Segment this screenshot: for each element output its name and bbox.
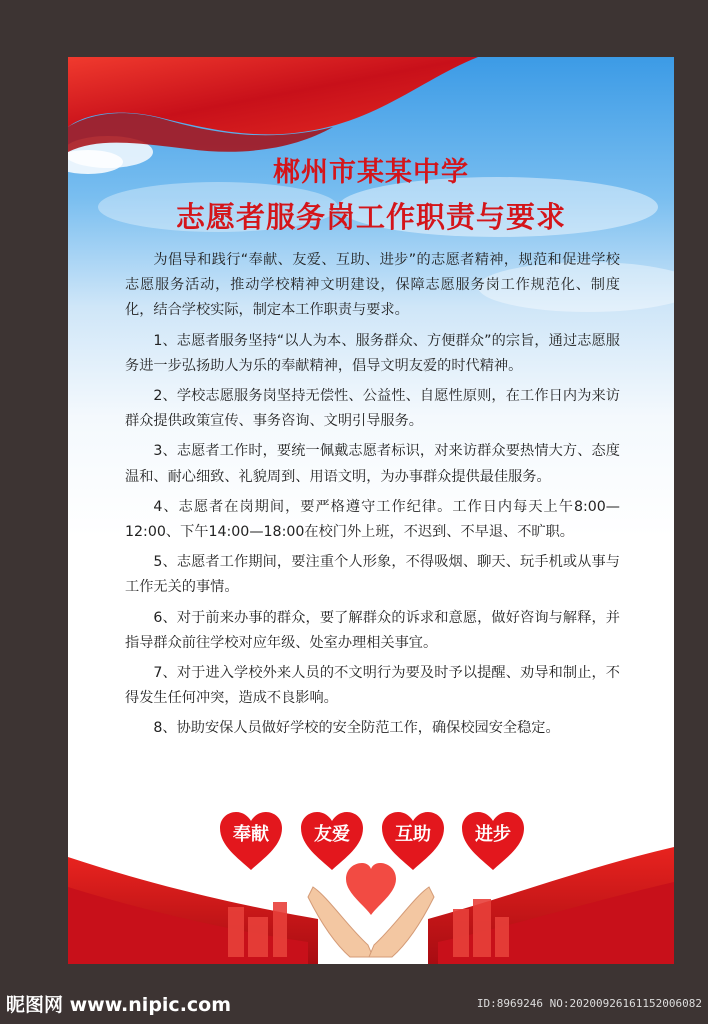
duty-item: 4、志愿者在岗期间，要严格遵守工作纪律。工作日内每天上午8:00—12:00、下午14:00—18:00在校门外上班，不迟到、不早退、不旷职。	[125, 498, 620, 541]
school-name: 郴州市某某中学	[273, 157, 469, 188]
duty-item: 8、协助安保人员做好学校的安全防范工作，确保校园安全稳定。	[153, 720, 560, 737]
poster	[68, 57, 674, 964]
duty-item: 2、学校志愿服务岗坚持无偿性、公益性、自愿性原则，在工作日内为来访群众提供政策宣传、事务咨询、文明引导服务。	[125, 388, 620, 430]
duty-item: 7、对于进入学校外来人员的不文明行为要及时予以提醒、劝导和制止，不得发生任何冲突，造成不良影响。	[125, 665, 620, 707]
duty-item: 1、志愿者服务坚持“以人为本、服务群众、方便群众”的宗旨，通过志愿服务进一步弘扬助人为乐的奉献精神，倡导文明友爱的时代精神。	[125, 332, 620, 374]
duty-item: 6、对于前来办事的群众，要了解群众的诉求和意愿，做好咨询与解释，并指导群众前往学校对应年级、处室办理相关事宜。	[125, 609, 620, 651]
intro-paragraph: 为倡导和践行“奉献、友爱、互助、进步”的志愿者精神，规范和促进学校志愿服务活动，推动学校精神文明建设，保障志愿服务岗工作规范化、制度化，结合学校实际，制定本工作职责与要求。	[125, 252, 620, 319]
heart-badge-progress	[460, 810, 526, 872]
heart-label: 互助	[395, 824, 431, 845]
image-id: ID:8969246 NO:20200926161152006082	[476, 997, 702, 1010]
duties-text	[125, 248, 620, 747]
watermark-site: 昵图网 www.nipic.com	[6, 994, 232, 1016]
heart-label: 进步	[475, 824, 511, 845]
heart-label: 奉献	[233, 824, 269, 845]
page-title: 志愿者服务岗工作职责与要求	[175, 200, 566, 234]
duty-item: 3、志愿者工作时，要统一佩戴志愿者标识，对来访群众要热情大方、态度温和、耐心细致、礼貌周到、用语文明，为办事群众提供最佳服务。	[125, 443, 620, 485]
heart-badge-mutual-aid	[380, 810, 446, 872]
heart-badge-fraternity	[299, 810, 365, 872]
duty-item: 5、志愿者工作期间，要注重个人形象，不得吸烟、聊天、玩手机或从事与工作无关的事情。	[125, 554, 620, 596]
heart-badge-dedication	[218, 810, 284, 872]
heart-label: 友爱	[314, 824, 350, 845]
